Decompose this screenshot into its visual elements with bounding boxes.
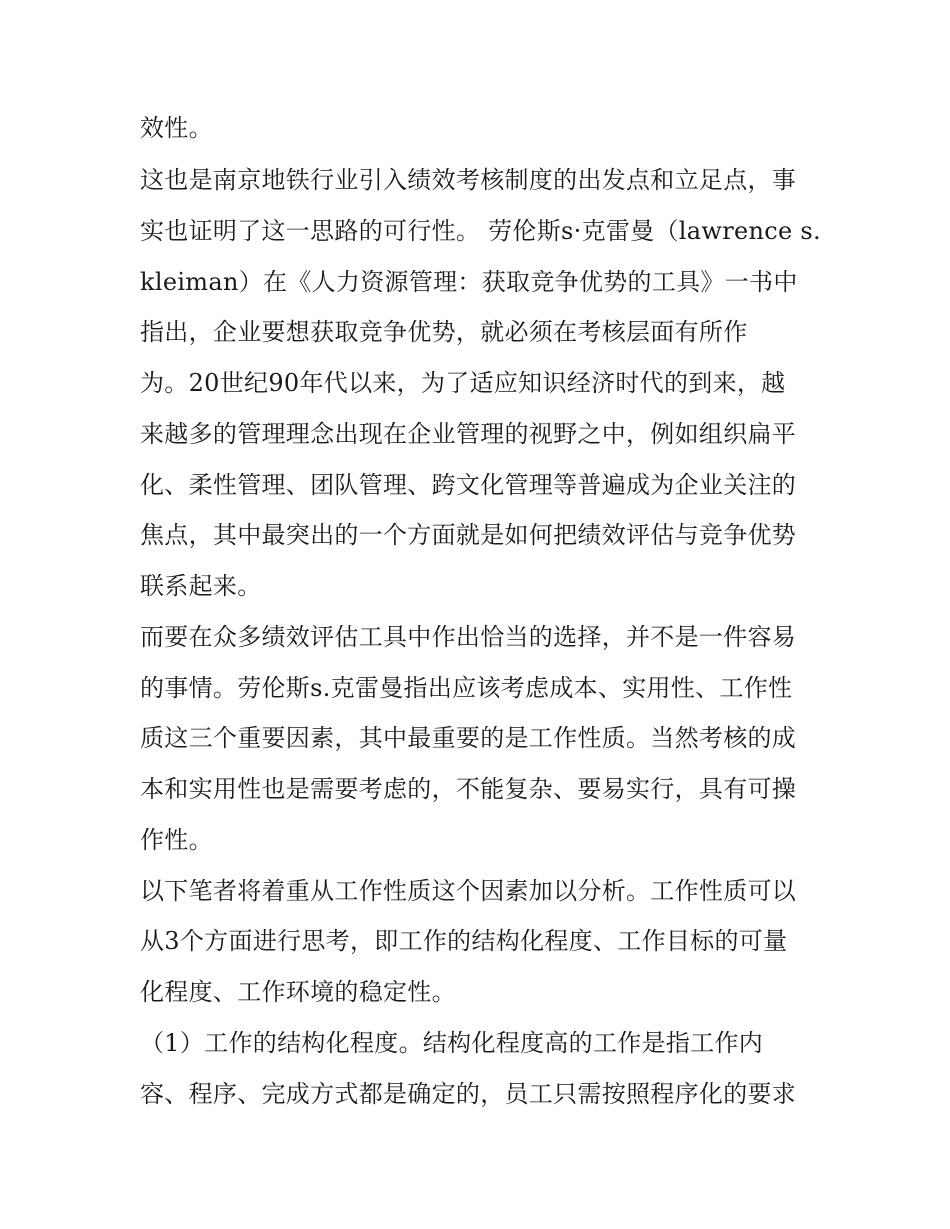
text-line: 从3个方面进行思考，即工作的结构化程度、工作目标的可量 [140, 927, 788, 955]
text-line: 化程度、工作环境的稳定性。 [140, 978, 456, 1006]
text-line: 而要在众多绩效评估工具中作出恰当的选择，并不是一件容易 [140, 623, 797, 651]
text-line: 的事情。劳伦斯s.克雷曼指出应该考虑成本、实用性、工作性 [140, 674, 793, 702]
text-line: 指出，企业要想获取竞争优势，就必须在考核层面有所作 [140, 318, 748, 346]
text-line: 来越多的管理理念出现在企业管理的视野之中，例如组织扁平 [140, 420, 797, 448]
text-line: 容、程序、完成方式都是确定的，员工只需按照程序化的要求 [140, 1080, 797, 1108]
text-line: （1）工作的结构化程度。结构化程度高的工作是指工作内 [140, 1029, 764, 1057]
text-line: 本和实用性也是需要考虑的，不能复杂、要易实行，具有可操 [140, 775, 797, 803]
text-line: 以下笔者将着重从工作性质这个因素加以分析。工作性质可以 [140, 877, 797, 905]
text-line: 效性。 [140, 114, 213, 142]
text-line: 焦点，其中最突出的一个方面就是如何把绩效评估与竞争优势 [140, 521, 797, 549]
text-line: 质这三个重要因素，其中最重要的是工作性质。当然考核的成 [140, 724, 797, 752]
text-line: 作性。 [140, 826, 213, 854]
text-line: 这也是南京地铁行业引入绩效考核制度的出发点和立足点，事 [140, 166, 797, 194]
text-line: 化、柔性管理、团队管理、跨文化管理等普遍成为企业关注的 [140, 471, 797, 499]
text-line: 联系起来。 [140, 572, 262, 600]
text-line: 为。20世纪90年代以来，为了适应知识经济时代的到来，越 [140, 369, 786, 397]
text-line: kleiman）在《人力资源管理：获取竞争优势的工具》一书中 [140, 268, 798, 296]
text-line: 实也证明了这一思路的可行性。 劳伦斯s·克雷曼（lawrence s. [140, 217, 821, 245]
